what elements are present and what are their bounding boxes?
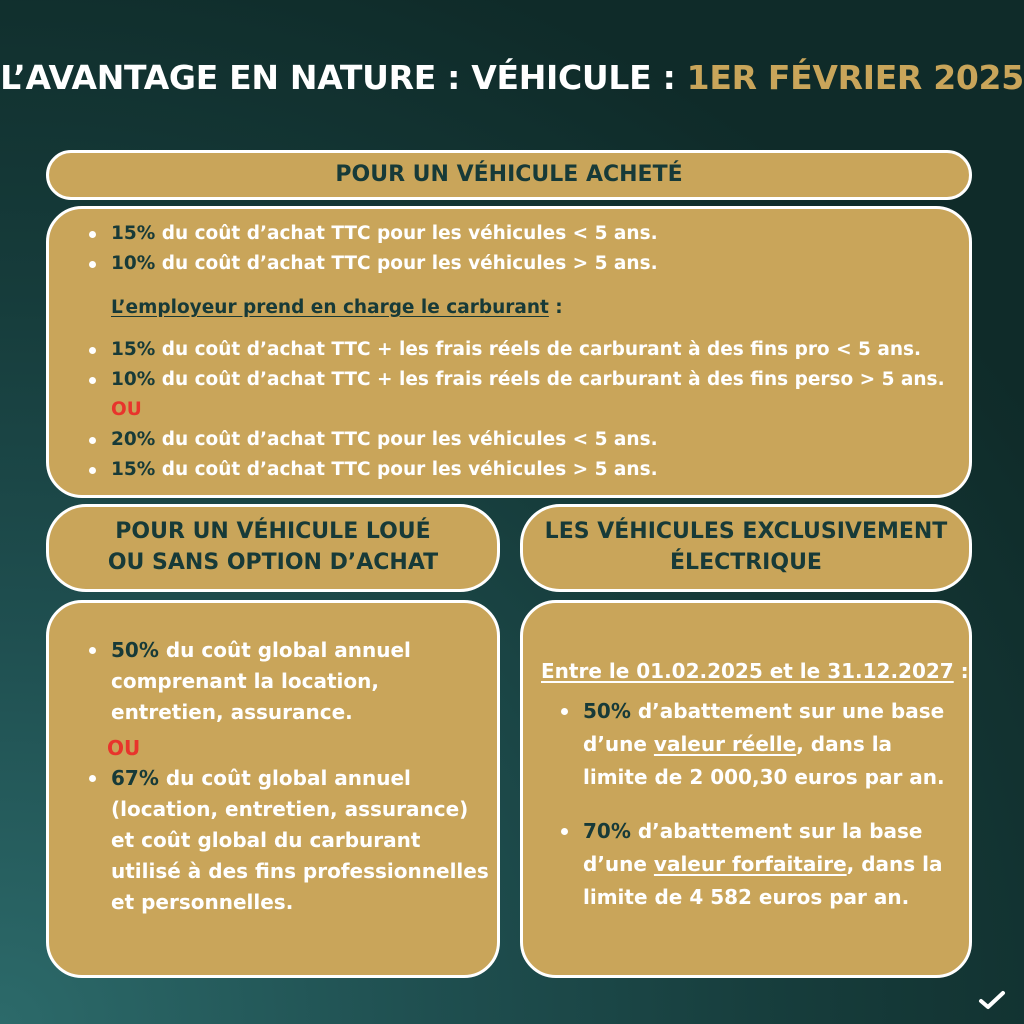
or-label: OU bbox=[111, 399, 142, 420]
page-title bbox=[0, 58, 1024, 97]
list-item: 10% du coût d’achat TTC pour les véhicules > 5 ans. bbox=[89, 249, 658, 279]
electric-card bbox=[520, 600, 972, 978]
purchased-header: POUR UN VÉHICULE ACHETÉ bbox=[335, 161, 683, 187]
electric-header-line1: LES VÉHICULES EXCLUSIVEMENT bbox=[544, 519, 948, 545]
rented-list-2 bbox=[89, 763, 489, 918]
rented-header-line1: POUR UN VÉHICULE LOUÉ bbox=[115, 519, 431, 545]
electric-header-pill bbox=[520, 504, 972, 592]
list-item: 50% d’abattement sur une base d’une valeur réelle, dans la limite de 2 000,30 euros par an. bbox=[561, 695, 961, 794]
purchased-card bbox=[46, 206, 972, 498]
list-item: 70% d’abattement sur la base d’une valeur forfaitaire, dans la limite de 4 582 euros par an. bbox=[561, 815, 961, 914]
fuel-list bbox=[89, 335, 945, 395]
checkmark-icon bbox=[978, 990, 1006, 1010]
title-main: L’AVANTAGE EN NATURE : VÉHICULE : bbox=[0, 58, 687, 97]
list-item: 20% du coût d’achat TTC pour les véhicules < 5 ans. bbox=[89, 425, 658, 455]
rented-list-1 bbox=[89, 635, 489, 728]
title-date: 1ER FÉVRIER 2025 bbox=[686, 58, 1024, 97]
rented-card bbox=[46, 600, 500, 978]
list-item: 15% du coût d’achat TTC + les frais réels de carburant à des fins pro < 5 ans. bbox=[89, 335, 945, 365]
purchased-header-pill bbox=[46, 150, 972, 200]
or-label: OU bbox=[107, 736, 141, 760]
list-item: 10% du coût d’achat TTC + les frais réels de carburant à des fins perso > 5 ans. bbox=[89, 365, 945, 395]
list-item: 15% du coût d’achat TTC pour les véhicules > 5 ans. bbox=[89, 455, 658, 485]
list-item: 15% du coût d’achat TTC pour les véhicules < 5 ans. bbox=[89, 219, 658, 249]
electric-header-line2: ÉLECTRIQUE bbox=[670, 550, 822, 575]
electric-period: Entre le 01.02.2025 et le 31.12.2027 : bbox=[541, 659, 969, 683]
rented-header-line2: OU SANS OPTION D’ACHAT bbox=[107, 550, 439, 575]
electric-list-2 bbox=[561, 815, 961, 914]
employer-fuel-note: L’employeur prend en charge le carburant : bbox=[111, 297, 563, 318]
rented-header-pill bbox=[46, 504, 500, 592]
electric-list-1 bbox=[561, 695, 961, 794]
alt-list bbox=[89, 425, 658, 485]
list-item: 50% du coût global annuel comprenant la location, entretien, assurance. bbox=[89, 635, 489, 728]
list-item: 67% du coût global annuel (location, entretien, assurance) et coût global du carburant utilisé à des fins professionnelles et personnelles. bbox=[89, 763, 489, 918]
purchased-list bbox=[89, 219, 658, 279]
